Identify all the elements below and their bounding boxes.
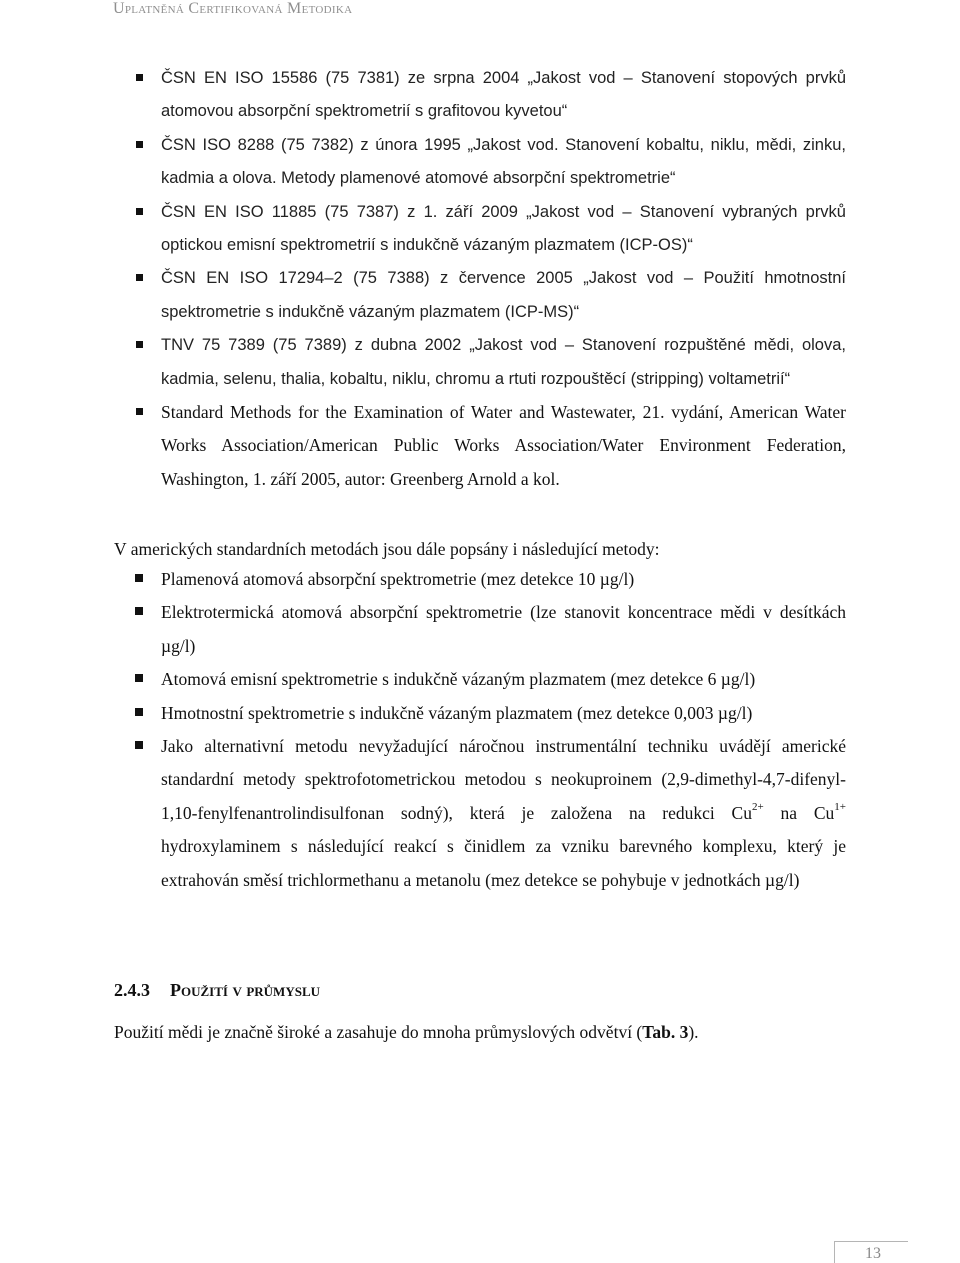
paragraph-text: Použití mědi je značně široké a zasahuje do mnoha průmyslových odvětví ( (114, 1022, 643, 1042)
superscript: 2+ (751, 800, 764, 813)
intro-paragraph: V amerických standardních metodách jsou dále popsány i následující metody: (114, 539, 660, 559)
section-heading (114, 980, 320, 1001)
method-text: hydroxylaminem s následující reakcí s činidlem za vzniku barevného komplexu, který je extrahován směsí trichlormethanu a metanolu (mez detekce se pohybuje v jednotkách µg/l) (161, 836, 846, 890)
list-item: Elektrotermická atomová absorpční spektrometrie (lze stanovit koncentrace mědi v desítkách µg/l) (114, 596, 846, 663)
section-number: 2.4.3 (114, 980, 150, 1000)
method-text: Jako alternativní metodu nevyžadující náročnou instrumentální techniku uvádějí americké standardní metody spektrofotometrickou metodou s neokuproinem (2,9-dimethyl-4,7-difenyl-1,10-fenylfenantrolindisulfonan sodný), která je založena na redukci Cu (161, 736, 846, 823)
list-item: ČSN EN ISO 17294–2 (75 7388) z července 2005 „Jakost vod – Použití hmotnostní spektrometrie s indukčně vázaným plazmatem (ICP-MS)“ (114, 262, 846, 329)
list-item: ČSN EN ISO 15586 (75 7381) ze srpna 2004 „Jakost vod – Stanovení stopových prvků atomovou absorpční spektrometrií s grafitovou kyvetou“ (114, 62, 846, 129)
list-item: Plamenová atomová absorpční spektrometrie (mez detekce 10 µg/l) (114, 563, 846, 596)
method-text: na Cu (763, 802, 835, 823)
section-paragraph (114, 1019, 846, 1045)
section-title: Použití v průmyslu (170, 980, 321, 1000)
list-item: Hmotnostní spektrometrie s indukčně vázaným plazmatem (mez detekce 0,003 µg/l) (114, 697, 846, 730)
page-number: 13 (865, 1245, 881, 1262)
list-item: ČSN EN ISO 11885 (75 7387) z 1. září 2009 „Jakost vod – Stanovení vybraných prvků optickou emisní spektrometrií s indukčně vázaným plazmatem (ICP-OS)“ (114, 196, 846, 263)
table-reference[interactable]: Tab. 3 (642, 1022, 689, 1042)
list-item: Standard Methods for the Examination of Water and Wastewater, 21. vydání, American Water Works Association/American Public Works Association/Water Environment Federation, Washington, 1. září 2005, autor: Greenberg Arnold a kol. (114, 396, 846, 496)
methods-list (114, 563, 846, 897)
list-item: Atomová emisní spektrometrie s indukčně vázaným plazmatem (mez detekce 6 µg/l) (114, 663, 846, 696)
running-header: Uplatněná Certifikovaná Metodika (113, 0, 353, 17)
superscript: 1+ (834, 800, 846, 813)
list-item (114, 730, 846, 897)
list-item: ČSN ISO 8288 (75 7382) z února 1995 „Jakost vod. Stanovení kobaltu, niklu, mědi, zinku, kadmia a olova. Metody plamenové atomové absorpční spektrometrie“ (114, 129, 846, 196)
list-item: TNV 75 7389 (75 7389) z dubna 2002 „Jakost vod – Stanovení rozpuštěné mědi, olova, kadmia, selenu, thalia, kobaltu, niklu, chromu a rtuti rozpouštěcí (stripping) voltametrií“ (114, 329, 846, 396)
paragraph-text: ). (688, 1022, 699, 1042)
norms-list (114, 62, 846, 496)
page-number-box (834, 1241, 908, 1263)
